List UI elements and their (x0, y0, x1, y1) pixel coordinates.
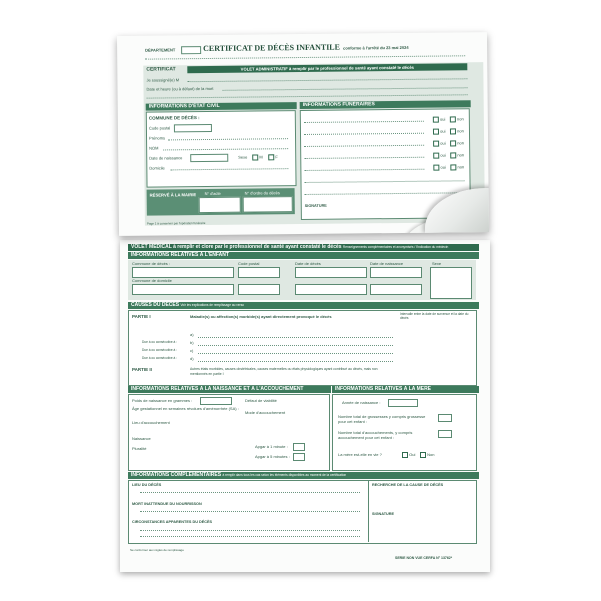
mere-vivante-label: La mère est-elle en vie ? (338, 452, 382, 457)
nom-label: NOM (149, 145, 159, 151)
num-ordre-field[interactable] (243, 196, 293, 213)
grossesses-field[interactable] (438, 414, 452, 422)
mere-oui[interactable]: Oui (402, 452, 415, 458)
due-b-label: Due à ou consécutive à : (142, 348, 178, 352)
code-postal-domicile-field[interactable] (238, 284, 280, 295)
date-deces-label: Date de décès (295, 261, 321, 266)
domicile-label: Domicile (149, 165, 165, 171)
defaut-label: Défaut de viabilité (245, 398, 277, 403)
date-heure-label: Date et heure (ou à défaut) de la mort (146, 85, 214, 92)
apgar1-field[interactable] (293, 443, 305, 451)
soussigne-label: Je soussigné(e) M (146, 77, 180, 83)
heure-naissance-field[interactable] (370, 284, 422, 295)
grossesses-label: Nombre total de grossesses y compris grossesse pour cet enfant : (338, 414, 426, 424)
line-d-label: d) (190, 356, 194, 361)
fun-row2-non[interactable]: non (450, 128, 464, 134)
footer-left: Se conformer aux règles de remplissage (130, 548, 184, 552)
fun-row1-oui[interactable]: oui (433, 117, 446, 123)
sexe-front-label: Sexe (238, 154, 248, 160)
certificat-label: CERTIFICAT (146, 66, 176, 73)
fun-row4-non[interactable]: non (450, 152, 464, 158)
date-naissance-front-field[interactable] (190, 154, 228, 162)
page-note: Page 1 à conserver par l'opération funéraire (146, 221, 206, 226)
causes-deces-header: CAUSES DU DÉCÈS Voir les explications de remplissage au verso (128, 302, 479, 309)
due-a-label: Due à ou consécutive à : (142, 340, 178, 344)
num-acte-label: N° d'acte (204, 190, 221, 197)
infos-comp-box (128, 480, 477, 544)
heure-deces-field[interactable] (295, 284, 367, 295)
mere-non[interactable]: Non (420, 452, 434, 458)
footer-ref: SERIE NON VUE CERFA N° 13762* (395, 556, 453, 560)
infos-comp-header: INFORMATIONS COMPLÉMENTAIRES à remplir dans tous les cas selon les éléments disponibles au moment de la certification (128, 472, 479, 479)
signature-label: SIGNATURE (372, 512, 395, 516)
commune-deces-front-label: COMMUNE DE DÉCÈS : (148, 115, 200, 121)
date-deces-field[interactable] (295, 267, 367, 278)
sexe-box[interactable] (430, 267, 472, 299)
volet-medical-bar: VOLET MÉDICAL à remplir et clore par le professionnel de santé ayant constaté le décès Renseignements complémentaires et anonymisés / l'indication du médecin (128, 244, 479, 251)
partie1-text: Maladie(s) ou affection(s) morbide(s) ayant directement provoqué le décès (190, 314, 332, 319)
line-a-label: a) (190, 332, 194, 337)
date-naissance-field[interactable] (370, 267, 422, 278)
funeraires-header: INFORMATIONS FUNÉRAIRES (300, 100, 471, 109)
code-postal-front-field[interactable] (174, 124, 212, 132)
mort-inattendue-label: MORT INATTENDUE DU NOURRISSON (132, 502, 202, 506)
departement-label: DÉPARTEMENT (145, 47, 176, 53)
fun-row4-oui[interactable]: oui (433, 153, 446, 159)
sexe-m[interactable]: M (252, 154, 263, 160)
administrative-sheet (117, 32, 489, 236)
commune-deces-field[interactable] (132, 267, 234, 278)
naissance-label: Naissance (132, 436, 151, 441)
fun-row5-oui[interactable]: oui (433, 165, 446, 171)
code-postal-label: Code postal (238, 261, 260, 266)
num-ordre-label: N° d'ordre du décès (244, 190, 280, 196)
due-c-label: Due à ou consécutive à : (142, 356, 178, 360)
mere-header: INFORMATIONS RELATIVES À LA MÈRE (332, 386, 479, 393)
intervalle-label: Intervalle entre la date de survenue et la date du décès (400, 312, 469, 320)
volet-admin-bar: VOLET ADMINISTRATIF à remplir par le professionnel de santé ayant constaté le décès (187, 63, 467, 73)
commune-domicile-label: Commune de domicile (132, 278, 172, 283)
circonstances-label: CIRCONSTANCES APPARENTES DU DÉCÈS (132, 520, 213, 524)
certificate-title: CERTIFICAT DE DÉCÈS INFANTILE (203, 42, 340, 54)
lieu-accouchement-label: Lieu d'accouchement (132, 420, 170, 425)
sexe-f[interactable]: F (268, 154, 278, 160)
accouchements-field[interactable] (438, 430, 452, 438)
line-b-label: b) (190, 340, 194, 345)
child-info-header: INFORMATIONS RELATIVES À L'ENFANT (128, 252, 479, 259)
date-naissance-front-label: Date de naissance (149, 155, 183, 161)
fun-row5-non[interactable]: non (450, 164, 464, 170)
etat-civil-header: INFORMATIONS D'ÉTAT CIVIL (146, 102, 297, 111)
fun-row3-oui[interactable]: oui (433, 141, 446, 147)
naissance-header: INFORMATIONS RELATIVES À LA NAISSANCE ET À L'ACCOUCHEMENT (128, 386, 331, 393)
code-postal-front-label: Code postal (148, 125, 171, 131)
poids-field[interactable] (200, 397, 232, 405)
partie2-label: PARTIE II (132, 367, 152, 372)
partie1-label: PARTIE I (132, 314, 151, 319)
apgar5-field[interactable] (293, 453, 305, 461)
commune-domicile-field[interactable] (132, 284, 234, 295)
fun-row3-non[interactable]: non (450, 140, 464, 146)
fun-row2-oui[interactable]: oui (433, 129, 446, 135)
partie2-text: Autres états morbides, causes obstétricales, causes maternelles ou états physiologiques ayant contribué au décès, mais non mentionnés en partie I (190, 367, 378, 376)
date-naissance-label: Date de naissance (370, 261, 404, 266)
title-suffix: conforme à l'arrêté du 23 mai 2024 (343, 44, 409, 51)
poids-label: Poids de naissance en grammes : (132, 398, 193, 403)
recherche-label: RECHERCHE DE LA CAUSE DE DÉCÈS (372, 483, 444, 487)
annee-naissance-label: Année de naissance : (342, 400, 381, 405)
sexe-label: Sexe (432, 261, 442, 266)
apgar5-label: Apgar à 5 minutes : (255, 454, 290, 459)
annee-naissance-field[interactable] (388, 399, 418, 407)
prenoms-label: Prénoms (149, 135, 166, 141)
reserve-mairie-label: RÉSERVÉ À LA MAIRIE (149, 192, 197, 198)
signature-front-label: SIGNATURE (304, 203, 327, 208)
line-c-label: c) (190, 348, 194, 353)
apgar1-label: Apgar à 1 minute : (255, 444, 288, 449)
commune-deces-label: Commune de décès : (132, 261, 171, 266)
lieu-deces-label: LIEU DU DÉCÈS (132, 483, 162, 487)
pluralite-label: Pluralité (132, 446, 147, 451)
departement-field[interactable] (181, 46, 201, 54)
age-gestationnel-label: Âge gestationnel en semaines révolues d'aménorrhée (SA) : (132, 406, 239, 411)
medical-sheet (120, 240, 490, 572)
code-postal-field[interactable] (238, 267, 280, 278)
accouchements-label: Nombre total d'accouchements, y compris accouchement pour cet enfant : (338, 430, 413, 440)
num-acte-field[interactable] (199, 197, 241, 213)
mode-accouchement-label: Mode d'accouchement (245, 410, 286, 415)
fun-row1-non[interactable]: non (450, 116, 464, 122)
